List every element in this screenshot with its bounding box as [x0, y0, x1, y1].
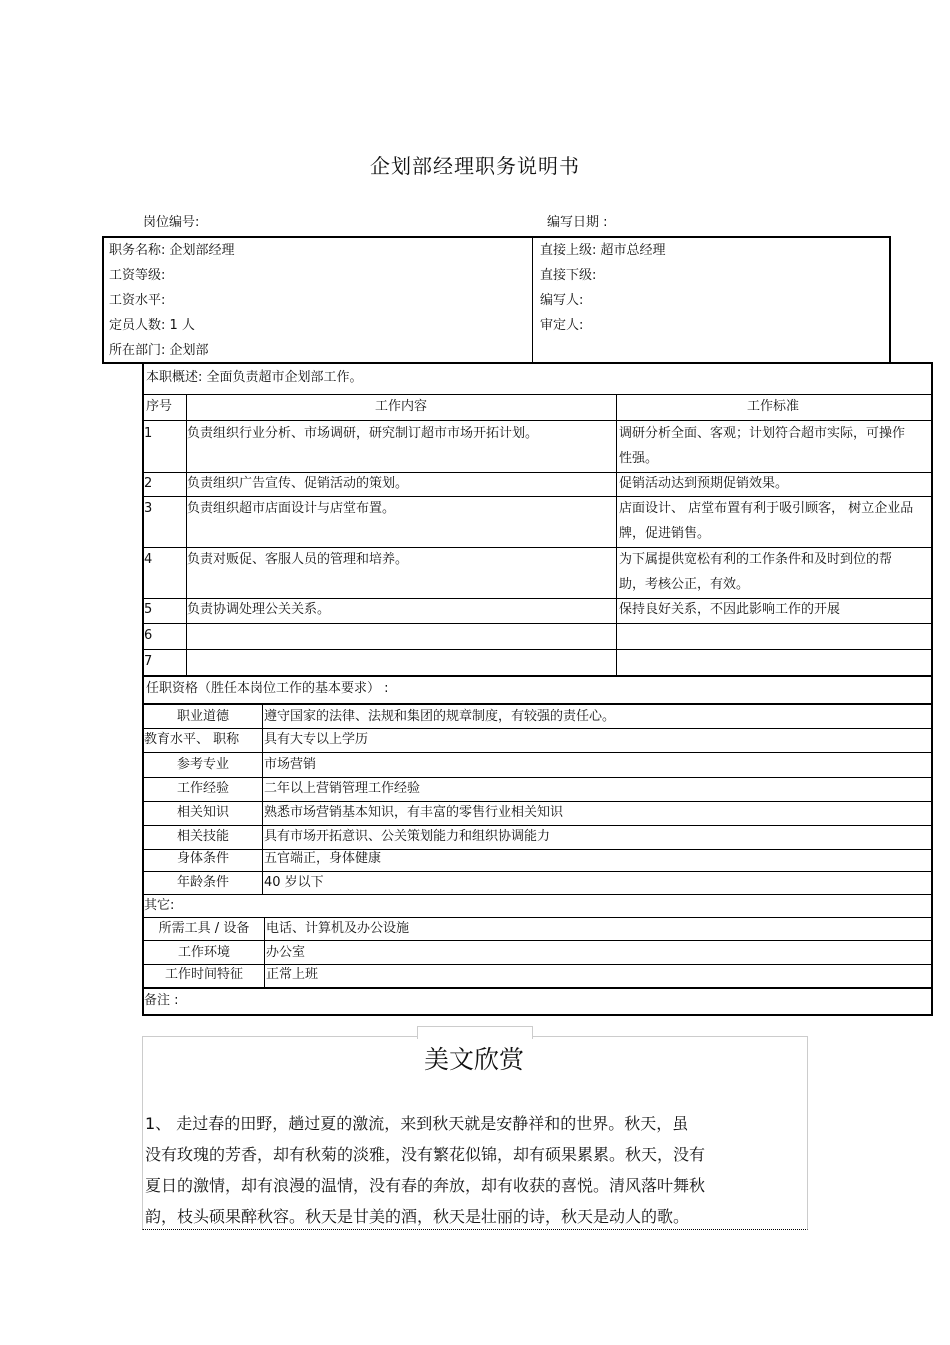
duty-row-2-no: 2 [144, 476, 153, 491]
duty-row-7-no: 7 [144, 654, 153, 669]
duty-header-content: 工作内容 [374, 399, 427, 414]
other-heading: 其它: [144, 898, 175, 913]
other-tools-value: 电话、计算机及办公设施 [266, 921, 410, 936]
essay-title: 美文欣赏 [423, 1045, 524, 1074]
duty-row-5-content: 负责协调处理公关关系。 [187, 602, 331, 617]
job-summary: 本职概述: 全面负责超市企划部工作。 [146, 370, 363, 385]
qual-knowledge-label: 相关知识 [176, 805, 229, 820]
department-field: 所在部门: 企划部 [109, 343, 209, 358]
duty-row-2-content: 负责组织广告宣传、促销活动的策划。 [187, 476, 409, 491]
qual-age-value: 40 岁以下 [264, 875, 324, 890]
qual-knowledge-value: 熟悉市场营销基本知识，有丰富的零售行业相关知识 [264, 805, 564, 820]
duty-row-4-standard: 为下属提供宽松有利的工作条件和及时到位的帮助，考核公正，有效。 [619, 552, 893, 592]
page-title: 企划部经理职务说明书 [370, 154, 580, 178]
job-description-table [142, 362, 933, 1016]
essay-tab [417, 1026, 533, 1039]
duty-header-no: 序号 [146, 399, 173, 414]
qualifications-heading: 任职资格（胜任本岗位工作的基本要求） : [146, 681, 389, 696]
duty-row-1-no: 1 [144, 426, 153, 441]
duty-row-5-no: 5 [144, 602, 153, 617]
other-tools-label: 所需工具 / 设备 [158, 921, 250, 936]
info-divider [532, 238, 533, 362]
basic-info-box [102, 236, 891, 364]
qual-health-value: 五官端正，身体健康 [264, 851, 382, 866]
info-left-column [109, 240, 235, 365]
other-worktime-value: 正常上班 [266, 967, 319, 982]
direct-superior-field: 直接上级: 超市总经理 [540, 243, 666, 258]
approver-field: 审定人: [540, 318, 584, 333]
qual-education-label: 教育水平、 职称 [144, 732, 240, 747]
job-title-field: 职务名称: 企划部经理 [109, 243, 235, 258]
author-field: 编写人: [540, 293, 584, 308]
essay-line-2: 没有玫瑰的芳香，却有秋菊的淡雅，没有繁花似锦，却有硕果累累。秋天，没有 [145, 1145, 706, 1164]
compile-date-label: 编写日期 : [547, 215, 608, 230]
essay-body [145, 1108, 785, 1232]
qual-education-value: 具有大专以上学历 [264, 732, 369, 747]
qual-major-value: 市场营销 [264, 757, 317, 772]
duty-row-3-standard: 店面设计、 店堂布置有利于吸引顾客， 树立企业品牌，促进销售。 [619, 501, 914, 541]
other-environment-label: 工作环境 [177, 945, 230, 960]
essay-line-4: 韵，枝头硕果醉秋容。秋天是甘美的酒，秋天是壮丽的诗，秋天是动人的歌。 [145, 1207, 690, 1226]
qual-age-label: 年龄条件 [176, 875, 229, 890]
qual-experience-value: 二年以上营销管理工作经验 [264, 781, 421, 796]
qual-experience-label: 工作经验 [176, 781, 229, 796]
qual-health-label: 身体条件 [176, 851, 229, 866]
duty-row-6-no: 6 [144, 628, 153, 643]
info-right-column [540, 240, 666, 340]
duty-row-1-content: 负责组织行业分析、市场调研，研究制订超市市场开拓计划。 [187, 426, 539, 441]
qual-ethics-label: 职业道德 [176, 709, 229, 724]
duty-header-standard: 工作标准 [746, 399, 799, 414]
duty-row-1-standard: 调研分析全面、客观；计划符合超市实际，可操作性强。 [619, 426, 906, 466]
salary-level-field: 工资水平: [109, 293, 166, 308]
direct-subordinate-field: 直接下级: [540, 268, 597, 283]
other-environment-value: 办公室 [266, 945, 306, 960]
duty-row-4-content: 负责对贩促、客服人员的管理和培养。 [187, 552, 409, 567]
duty-row-3-content: 负责组织超市店面设计与店堂布置。 [187, 501, 396, 516]
essay-line-1: 1、 走过春的田野，趟过夏的激流，来到秋天就是安静祥和的世界。秋天，虽 [145, 1114, 689, 1133]
qual-skills-label: 相关技能 [176, 829, 229, 844]
qual-major-label: 参考专业 [176, 757, 229, 772]
headcount-field: 定员人数: 1 人 [109, 318, 195, 333]
duty-row-4-no: 4 [144, 552, 153, 567]
duty-row-2-standard: 促销活动达到预期促销效果。 [619, 476, 789, 491]
essay-line-3: 夏日的激情，却有浪漫的温情，没有春的奔放，却有收获的喜悦。清风落叶舞秋 [145, 1176, 706, 1195]
duty-row-5-standard: 保持良好关系，不因此影响工作的开展 [619, 602, 841, 617]
post-number-label: 岗位编号: [143, 215, 200, 230]
other-worktime-label: 工作时间特征 [164, 967, 243, 982]
qual-skills-value: 具有市场开拓意识、公关策划能力和组织协调能力 [264, 829, 551, 844]
salary-grade-field: 工资等级: [109, 268, 166, 283]
qual-ethics-value: 遵守国家的法律、法规和集团的规章制度，有较强的责任心。 [264, 709, 616, 724]
remark: 备注 : [144, 993, 179, 1008]
duty-row-3-no: 3 [144, 501, 153, 516]
